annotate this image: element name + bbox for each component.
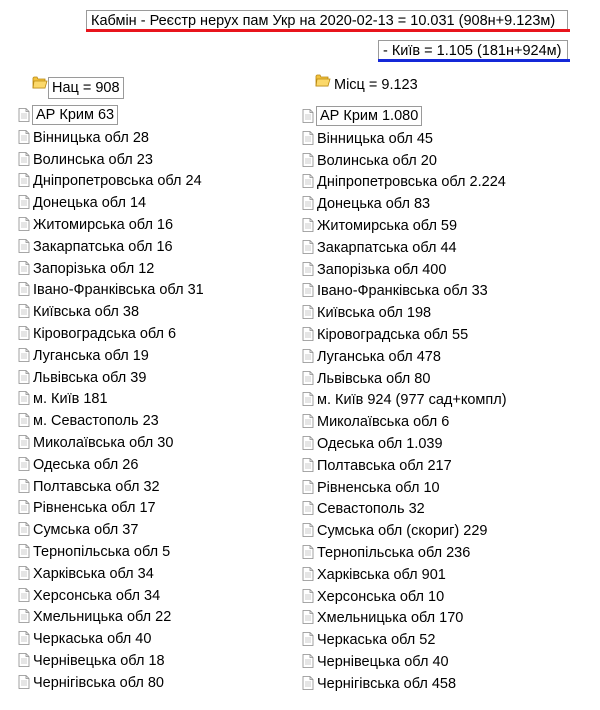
list-item-label: Харківська обл 901	[317, 566, 446, 583]
document-icon	[302, 262, 314, 276]
list-item-label: м. Київ 924 (977 сад+компл)	[317, 392, 507, 409]
document-icon	[18, 326, 30, 340]
document-icon	[302, 349, 314, 363]
list-item-label: Рівненська обл 17	[33, 500, 156, 517]
document-icon	[302, 283, 314, 297]
document-icon	[302, 109, 314, 123]
document-icon	[302, 196, 314, 210]
list-item-label: Миколаївська обл 6	[317, 414, 450, 431]
list-item-label: Чернігівська обл 80	[33, 674, 164, 691]
list-item-label: Чернівецька обл 40	[317, 654, 449, 670]
document-icon	[18, 130, 30, 144]
list-item-label: Львівська обл 80	[317, 370, 431, 387]
page-subtitle: - Київ = 1.105 (181н+924м)	[378, 40, 568, 62]
document-icon	[302, 414, 314, 428]
document-icon	[18, 195, 30, 209]
list-item-label: Закарпатська обл 16	[33, 238, 173, 255]
document-icon	[18, 588, 30, 602]
document-icon	[18, 391, 30, 405]
document-icon	[302, 501, 314, 515]
national-header: Нац = 908	[48, 77, 124, 99]
list-item-label: Рівненська обл 10	[317, 479, 440, 496]
list-item-label: Вінницька обл 45	[317, 130, 433, 147]
document-icon	[18, 261, 30, 275]
document-icon	[302, 131, 314, 145]
list-item-label: Луганська обл 19	[33, 347, 149, 364]
document-icon	[18, 631, 30, 645]
list-item-label: м. Київ 181	[33, 391, 108, 408]
local-header: Місц = 9.123	[334, 77, 418, 93]
list-item-label: Чернігівська обл 458	[317, 675, 457, 692]
list-item-label: Кіровоградська обл 55	[317, 327, 469, 343]
document-icon	[302, 567, 314, 581]
document-icon	[302, 218, 314, 232]
document-icon	[18, 609, 30, 623]
document-icon	[302, 676, 314, 690]
list-item-label: Черкаська обл 52	[317, 632, 436, 649]
document-icon	[18, 566, 30, 580]
list-item-label: Хмельницька обл 170	[317, 610, 464, 627]
document-icon	[18, 500, 30, 514]
list-item-label: Дніпропетровська обл 2.224	[317, 174, 506, 191]
document-icon	[18, 152, 30, 166]
document-icon	[302, 436, 314, 450]
list-item-label: м. Севастополь 23	[33, 413, 159, 430]
document-icon	[18, 675, 30, 689]
document-icon	[18, 522, 30, 536]
list-item-label: Полтавська обл 217	[317, 457, 452, 474]
list-item-label: Донецька обл 83	[317, 196, 431, 213]
list-item-label: Донецька обл 14	[33, 195, 147, 212]
page-title: Кабмін - Реєстр нерух пам Укр на 2020-02-13 = 10.031 (908н+9.123м)	[86, 10, 568, 32]
list-item-label: Житомирська обл 16	[33, 217, 174, 233]
list-item-label: Одеська обл 26	[33, 456, 139, 473]
document-icon	[18, 435, 30, 449]
list-item-label: Херсонська обл 10	[317, 588, 445, 605]
list-item-label: Київська обл 198	[317, 305, 432, 322]
list-item-label: Полтавська обл 32	[33, 478, 160, 495]
title-underline	[86, 29, 570, 32]
document-icon	[302, 523, 314, 537]
list-item-label: Волинська обл 20	[317, 152, 437, 169]
document-icon	[18, 413, 30, 427]
list-item-label: Миколаївська обл 30	[33, 435, 174, 451]
document-icon	[18, 239, 30, 253]
list-item-label: Закарпатська обл 44	[317, 239, 457, 256]
document-icon	[18, 544, 30, 558]
list-item-label: Дніпропетровська обл 24	[33, 173, 202, 190]
document-icon	[302, 305, 314, 319]
document-icon	[18, 370, 30, 384]
list-item-label: Запорізька обл 12	[33, 260, 155, 277]
list-item-label: Київська обл 38	[33, 304, 140, 321]
list-item-label: Черкаська обл 40	[33, 631, 152, 648]
document-icon	[302, 632, 314, 646]
list-item-label: Кіровоградська обл 6	[33, 326, 177, 342]
list-item-label: Волинська обл 23	[33, 151, 153, 168]
list-item-label: Хмельницька обл 22	[33, 609, 172, 626]
list-item-label: Тернопільська обл 5	[33, 544, 171, 560]
subtitle-underline	[378, 59, 570, 62]
list-item-label: Вінницька обл 28	[33, 129, 149, 146]
document-icon	[18, 348, 30, 362]
document-icon	[302, 327, 314, 341]
document-icon	[302, 654, 314, 668]
document-icon	[18, 108, 30, 122]
document-icon	[302, 240, 314, 254]
document-icon	[302, 458, 314, 472]
document-icon	[302, 480, 314, 494]
document-icon	[302, 392, 314, 406]
list-item-label: Львівська обл 39	[33, 369, 147, 386]
list-item-label: Івано-Франківська обл 33	[317, 283, 488, 300]
document-icon	[302, 371, 314, 385]
document-icon	[18, 457, 30, 471]
list-item-label: АР Крим 1.080	[316, 106, 422, 126]
list-item-label: Херсонська обл 34	[33, 587, 161, 604]
document-icon	[302, 610, 314, 624]
document-icon	[18, 173, 30, 187]
list-item-label: Сумська обл 37	[33, 522, 139, 539]
document-icon	[302, 174, 314, 188]
folder-icon	[314, 72, 332, 88]
document-icon	[302, 153, 314, 167]
document-icon	[302, 545, 314, 559]
list-item-label: Луганська обл 478	[317, 348, 441, 365]
list-item-label: Івано-Франківська обл 31	[33, 282, 204, 299]
document-icon	[18, 217, 30, 231]
list-item-label: Сумська обл (скориг) 229	[317, 523, 488, 540]
list-item-label: Харківська обл 34	[33, 565, 154, 582]
list-item-label: Чернівецька обл 18	[33, 653, 165, 669]
list-item-label: Житомирська обл 59	[317, 218, 458, 234]
document-icon	[18, 653, 30, 667]
document-icon	[18, 479, 30, 493]
document-icon	[18, 304, 30, 318]
document-icon	[18, 282, 30, 296]
list-item-label: Запорізька обл 400	[317, 261, 447, 278]
document-icon	[302, 589, 314, 603]
list-item-label: Тернопільська обл 236	[317, 545, 471, 561]
list-item-label: АР Крим 63	[32, 105, 118, 125]
folder-icon	[31, 74, 49, 90]
list-item-label: Севастополь 32	[317, 501, 425, 518]
list-item-label: Одеська обл 1.039	[317, 436, 443, 452]
